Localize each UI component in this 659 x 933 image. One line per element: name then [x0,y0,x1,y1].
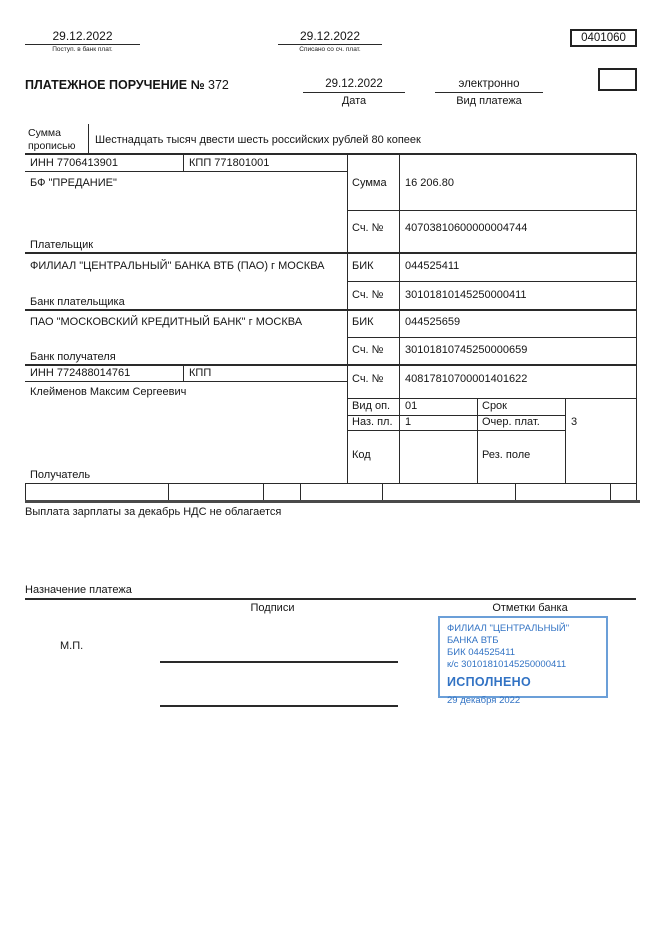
payee-bank-bik-label: БИК [352,316,374,328]
payee-account-label: Сч. № [352,373,384,385]
date-label: Дата [341,95,367,107]
payer-bank-bik-label: БИК [352,260,374,272]
payee-bank-name: ПАО "МОСКОВСКИЙ КРЕДИТНЫЙ БАНК" г МОСКВА [30,316,303,328]
payer-bank-name: ФИЛИАЛ "ЦЕНТРАЛЬНЫЙ" БАНКА ВТБ (ПАО) г МОСКВА [30,260,325,272]
payer-bank-bik: 044525411 [405,260,460,272]
signatures-label: Подписи [250,602,295,614]
payment-code-value: 1 [405,416,412,428]
payer-inn: ИНН 7706413901 [30,157,119,169]
payment-code-label: Наз. пл. [352,416,393,428]
received-in-bank-label: Поступ. в банк плат. [52,46,113,53]
operation-kind-value: 01 [405,400,418,412]
payee-account-number: 40817810700001401622 [405,373,528,385]
debited-from-account-label: Списано со сч. плат. [299,46,361,53]
payer-bank-account: 30101810145250000411 [405,289,527,301]
document-number: 372 [208,78,229,92]
priority-label: Очер. плат. [482,416,540,428]
stamp-status: ИСПОЛНЕНО [447,675,531,689]
payment-kind-value: электронно [458,78,520,90]
empty-checkbox [598,68,637,91]
stamp-corr-account: к/с 30101810145250000411 [447,659,567,670]
document-date: 29.12.2022 [325,78,383,90]
payee-inn: ИНН 772488014761 [30,367,131,379]
priority-value: 3 [571,416,578,428]
stamp-place-label: М.П. [60,640,84,652]
code-label: Код [352,449,371,461]
payee-bank-account-label: Сч. № [352,344,384,356]
term-label: Срок [482,400,507,412]
signature-line-1 [160,661,398,663]
bank-marks-label: Отметки банка [492,602,568,614]
payer-account-label: Сч. № [352,222,384,234]
payee-bank-account: 30101810745250000659 [405,344,528,356]
signature-line-2 [160,705,398,707]
stamp-bik: БИК 044525411 [447,647,516,658]
sum-value: 16 206.80 [405,177,454,189]
payer-account-number: 40703810600000004744 [405,222,528,234]
operation-kind-label: Вид оп. [352,400,391,412]
amount-words-label: Сумма прописью [28,127,76,152]
payment-purpose-label: Назначение платежа [25,584,132,596]
payee-name: Клейменов Максим Сергеевич [30,386,187,398]
received-in-bank-date: 29.12.2022 [52,29,113,43]
sum-label: Сумма [352,177,387,189]
payer-bank-account-label: Сч. № [352,289,384,301]
amount-words-value: Шестнадцать тысяч двести шесть российских рублей 80 копеек [95,134,421,146]
bank-execution-stamp [438,616,608,706]
payment-purpose-text: Выплата зарплаты за декабрь НДС не облагается [25,506,282,518]
debited-from-account-date: 29.12.2022 [299,29,361,43]
payer-kpp: КПП 771801001 [189,157,270,169]
payee-bank-bik: 044525659 [405,316,461,328]
form-code-box [570,29,637,47]
payee-label: Получатель [30,469,91,481]
form-code: 0401060 [581,32,626,44]
reserve-field-label: Рез. поле [482,449,531,461]
stamp-bank-name: ФИЛИАЛ "ЦЕНТРАЛЬНЫЙ" БАНКА ВТБ [447,623,570,646]
payer-label: Плательщик [30,239,94,251]
payment-kind-label: Вид платежа [456,95,522,107]
payee-kpp: КПП [189,367,212,379]
stamp-date: 29 декабря 2022 [447,695,521,706]
payer-bank-label: Банк плательщика [30,296,125,308]
payee-bank-label: Банк получателя [30,351,116,363]
document-title: ПЛАТЕЖНОЕ ПОРУЧЕНИЕ № [25,78,205,92]
payer-name: БФ "ПРЕДАНИЕ" [30,177,117,189]
